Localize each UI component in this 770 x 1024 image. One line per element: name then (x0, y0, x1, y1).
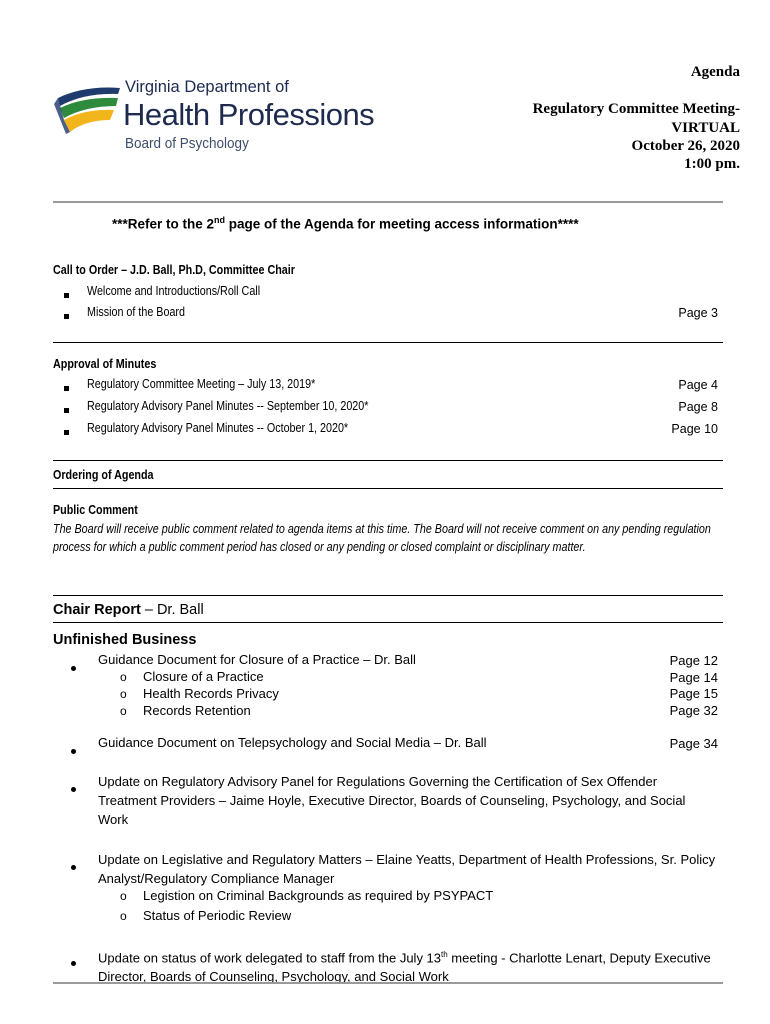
unfinished-item5 (98, 945, 723, 986)
call-item-2-page: Page 3 (678, 306, 718, 320)
item4-sub1: Legistion on Criminal Backgrounds as required by PSYPACT (143, 888, 494, 903)
bullet-square-icon (64, 405, 69, 416)
approval-item-3: Regulatory Advisory Panel Minutes -- October 1, 2020* (87, 421, 349, 435)
bullet-square-icon (64, 290, 69, 301)
call-to-order-title: Call to Order – J.D. Ball, Ph.D, Committee Chair (53, 263, 295, 277)
header-divider (53, 201, 723, 203)
divider (53, 488, 723, 489)
item1-sub3-page: Page 32 (669, 703, 718, 718)
call-item-1: Welcome and Introductions/Roll Call (87, 284, 261, 298)
sub-bullet-icon: o (120, 704, 127, 718)
item4-sub2: Status of Periodic Review (143, 908, 292, 923)
logo-line2: Health Professions (123, 97, 375, 132)
unfinished-item1: Guidance Document for Closure of a Practice – Dr. Ball (98, 652, 416, 667)
meeting-date: October 26, 2020 (631, 138, 740, 154)
bullet-dot-icon (71, 779, 76, 797)
unfinished-item2: Guidance Document on Telepsychology and Social Media – Dr. Ball (98, 735, 487, 750)
sub-bullet-icon: o (120, 909, 127, 923)
bullet-dot-icon (71, 953, 76, 971)
call-item-2: Mission of the Board (87, 305, 185, 319)
item5-after: meeting - Charlotte Lenart, Deputy Executive Director, Boards of Counseling, Psychology, and Social Work (98, 950, 711, 985)
logo-line1: Virginia Department of (125, 78, 289, 96)
unfinished-title: Unfinished Business (53, 632, 197, 648)
item5-sup: th (441, 950, 448, 959)
bullet-square-icon (64, 383, 69, 394)
bullet-dot-icon (71, 857, 76, 875)
logo-line3: Board of Psychology (125, 135, 249, 152)
unfinished-item3: Update on Regulatory Advisory Panel for Regulations Governing the Certification of Sex Offender Treatment Providers – Jaime Hoyle, Executive Director, Boards of Counseling, Psychology, and Social Work (98, 774, 686, 827)
footer-divider (53, 982, 723, 984)
bullet-dot-icon (71, 741, 76, 759)
chair-report-rest: – Dr. Ball (140, 602, 204, 618)
approval-item-2-page: Page 8 (678, 400, 718, 414)
unfinished-item2-page: Page 34 (669, 736, 718, 751)
meeting-title: Regulatory Committee Meeting- (532, 101, 740, 117)
unfinished-item4: Update on Legislative and Regulatory Matters – Elaine Yeatts, Department of Health Professions, Sr. Policy Analyst/Regulatory Compliance Manager (98, 852, 716, 886)
approval-title: Approval of Minutes (53, 357, 157, 371)
notice-before: ***Refer to the 2 (112, 216, 215, 232)
item5-before: Update on status of work delegated to staff from the July 13 (98, 950, 442, 966)
item1-sub3: Records Retention (143, 703, 251, 718)
meeting-time: 1:00 pm. (684, 156, 740, 172)
item1-sub1-page: Page 14 (669, 670, 718, 685)
item1-sub1: Closure of a Practice (143, 669, 264, 684)
notice-after: page of the Agenda for meeting access information**** (225, 216, 579, 232)
unfinished-item1-page: Page 12 (669, 653, 718, 668)
bullet-dot-icon (71, 658, 76, 676)
approval-item-2: Regulatory Advisory Panel Minutes -- September 10, 2020* (87, 399, 369, 413)
chair-report (53, 602, 204, 618)
bullet-square-icon (64, 311, 69, 322)
sub-bullet-icon: o (120, 687, 127, 701)
public-comment-text: The Board will receive public comment related to agenda items at this time. The Board will not receive comment on any pending regulation process for which a public comment period has closed or any pending or closed complaint or disciplinary matter. (53, 522, 711, 554)
notice-sup: nd (214, 215, 226, 225)
logo-swoosh-icon (52, 80, 124, 144)
sub-bullet-icon: o (120, 670, 127, 684)
access-notice (112, 215, 579, 232)
divider (53, 460, 723, 461)
bullet-square-icon (64, 427, 69, 438)
dhp-logo (52, 78, 412, 158)
divider (53, 622, 723, 623)
sub-bullet-icon: o (120, 889, 127, 903)
divider (53, 595, 723, 596)
item1-sub2-page: Page 15 (669, 686, 718, 701)
chair-report-title: Chair Report (53, 602, 141, 618)
approval-item-3-page: Page 10 (671, 422, 718, 436)
item1-sub2: Health Records Privacy (143, 686, 279, 701)
ordering-title: Ordering of Agenda (53, 468, 154, 482)
meeting-virtual: VIRTUAL (671, 120, 740, 136)
agenda-label: Agenda (690, 64, 740, 80)
divider (53, 342, 723, 343)
approval-item-1: Regulatory Committee Meeting – July 13, 2019* (87, 377, 316, 391)
public-comment-title: Public Comment (53, 503, 138, 517)
approval-item-1-page: Page 4 (678, 378, 718, 392)
